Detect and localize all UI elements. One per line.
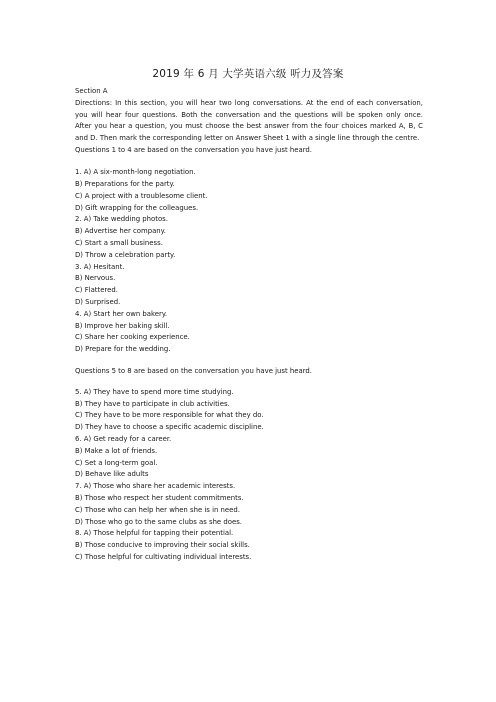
section-heading: Section A bbox=[75, 87, 108, 95]
answer-option: B) Make a lot of friends. bbox=[75, 446, 158, 455]
answer-option: D) Throw a celebration party. bbox=[75, 250, 176, 259]
answer-option: C) A project with a troublesome client. bbox=[75, 191, 208, 200]
answer-option: 1. A) A six-month-long negotiation. bbox=[75, 168, 196, 177]
answer-option: 2. A) Take wedding photos. bbox=[75, 215, 168, 224]
questions-5-8-heading: Questions 5 to 8 are based on the conversation you have just heard. bbox=[75, 366, 312, 375]
answer-option: B) Those who respect her student commitments. bbox=[75, 494, 244, 502]
answer-option: C) Those who can help her when she is in need. bbox=[75, 505, 240, 514]
answer-option: B) Improve her baking skill. bbox=[75, 321, 170, 330]
questions-1-4-heading: Questions 1 to 4 are based on the conversation you have just heard. bbox=[75, 145, 312, 154]
answer-option: C) They have to be more responsible for what they do. bbox=[75, 411, 264, 420]
answer-option: C) Share her cooking experience. bbox=[75, 333, 190, 342]
answer-option: 4. A) Start her own bakery. bbox=[75, 309, 168, 318]
answer-option: D) Behave like adults bbox=[75, 470, 149, 479]
answer-option: B) Preparations for the party. bbox=[75, 180, 175, 189]
question-group-1 bbox=[75, 167, 423, 356]
answer-option: D) Surprised. bbox=[75, 298, 121, 307]
answer-option: C) Those helpful for cultivating individual interests. bbox=[75, 552, 252, 561]
spacer bbox=[75, 377, 423, 387]
question-group-2 bbox=[75, 387, 423, 564]
answer-option: B) Nervous. bbox=[75, 274, 116, 283]
answer-option: 7. A) Those who share her academic interests. bbox=[75, 482, 236, 491]
directions-paragraph: Directions: In this section, you will hear two long conversations. At the end of each conversation, you will hear four questions. Both the conversation and the questions will be spoken only once. After you hear a question, you must choose the best answer from the four choices marked A, B, C and D. Then mark the corresponding letter on Answer Sheet 1 with a single line through the centre. bbox=[75, 98, 423, 143]
answer-option: C) Start a small business. bbox=[75, 239, 163, 248]
answer-option: 3. A) Hesitant. bbox=[75, 262, 125, 271]
answer-option: C) Flattered. bbox=[75, 286, 118, 295]
page-title: 2019 年 6 月 大学英语六级 听力及答案 bbox=[152, 68, 344, 80]
answer-option: B) They have to participate in club activities. bbox=[75, 399, 230, 408]
answer-option: D) Prepare for the wedding. bbox=[75, 345, 171, 354]
spacer bbox=[75, 157, 423, 168]
answer-option: D) Gift wrapping for the colleagues. bbox=[75, 203, 199, 212]
answer-option: B) Those conducive to improving their social skills. bbox=[75, 541, 250, 550]
answer-option: D) They have to choose a specific academic discipline. bbox=[75, 423, 264, 432]
document-body bbox=[75, 86, 423, 564]
answer-option: D) Those who go to the same clubs as she does. bbox=[75, 517, 242, 526]
answer-option: B) Advertise her company. bbox=[75, 227, 166, 236]
answer-option: 6. A) Get ready for a career. bbox=[75, 435, 172, 444]
answer-option: C) Set a long-term goal. bbox=[75, 458, 158, 467]
spacer bbox=[75, 356, 423, 366]
answer-option: 8. A) Those helpful for tapping their potential. bbox=[75, 529, 234, 538]
answer-option: 5. A) They have to spend more time studying. bbox=[75, 387, 234, 396]
